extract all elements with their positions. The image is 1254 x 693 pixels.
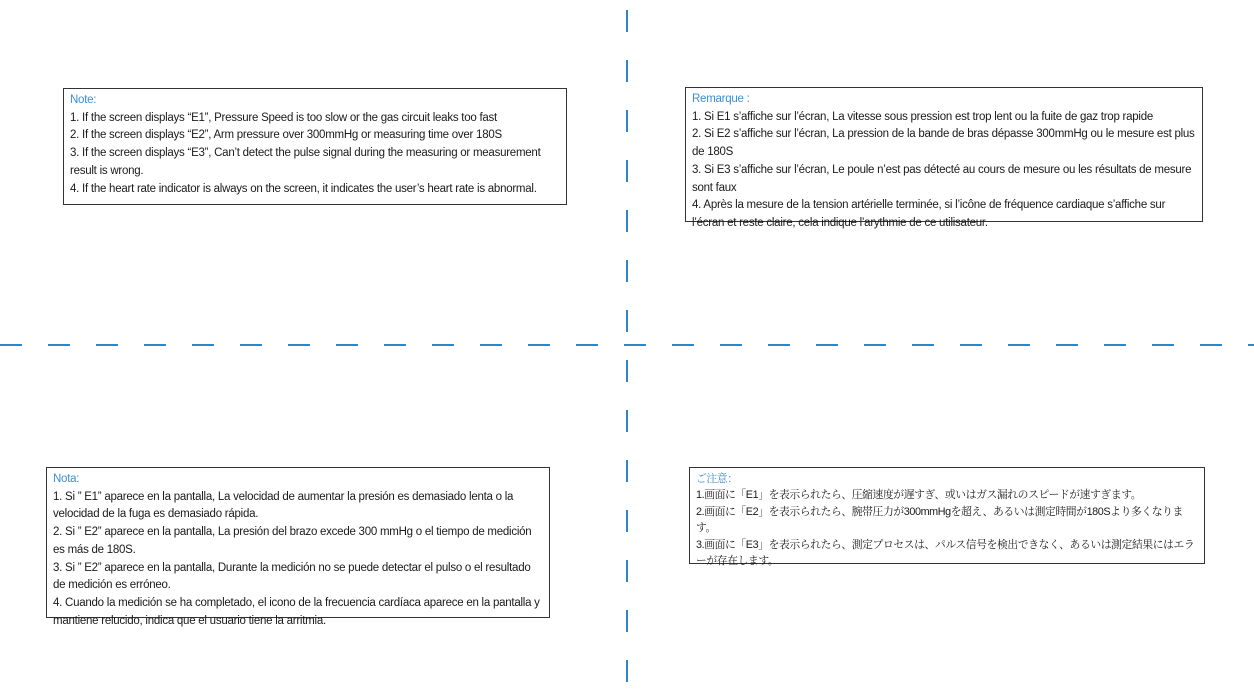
- note-item: 2.画面に「E2」を表示られたら、腕帯圧力が300mmHgを超え、あるいは測定時間が180Sより多くなります。: [696, 505, 1183, 535]
- note-title: Nota:: [53, 473, 80, 485]
- note-item: 1. If the screen displays “E1”, Pressure Speed is too slow or the gas circuit leaks too fast: [70, 111, 497, 124]
- note-item: 4. If the heart rate indicator is always on the screen, it indicates the user’s heart rate is abnormal.: [70, 182, 537, 195]
- note-item: 2. Si ” E2” aparece en la pantalla, La presión del brazo excede 300 mmHg o el tiempo de medición es más de 180S.: [53, 526, 532, 556]
- note-item: 2. If the screen displays “E2”, Arm pressure over 300mmHg or measuring time over 180S: [70, 129, 502, 142]
- note-box-english: [63, 88, 567, 205]
- note-item: 3.画面に「E3」を表示られたら、測定プロセスは、パルス信号を検出できなく、あるいは測定結果にはエラーが存在します。: [696, 538, 1195, 568]
- note-box-french: [685, 87, 1203, 229]
- note-item: 1. Si ” E1” aparece en la pantalla, La velocidad de aumentar la presión es demasiado lenta o la velocidad de la fuga es demasiado rápida.: [53, 490, 514, 521]
- note-item: 3. If the screen displays “E3”, Can’t detect the pulse signal during the measuring or measurement result is wrong.: [70, 147, 541, 177]
- note-item: 4. Après la mesure de la tension artérielle terminée, si l’icône de fréquence cardiaque s’affiche sur l’écran et reste claire, cela indique l’arythmie de ce utilisateur.: [692, 199, 1166, 229]
- note-item: 1.画面に「E1」を表示られたら、圧縮速度が遅すぎ、或いはガス漏れのスピードが速すぎます。: [696, 489, 1142, 502]
- note-item: 3. Si ” E2” aparece en la pantalla, Durante la medición no se puede detectar el pulso o el resultado de medición es erróneo.: [53, 561, 531, 592]
- note-item: 2. Si E2 s’affiche sur l’écran, La pression de la bande de bras dépasse 300mmHg ou le mesure est plus de 180S: [692, 128, 1195, 159]
- note-title: Note:: [70, 94, 97, 106]
- vertical-cut-guide: [626, 0, 628, 693]
- note-title: Remarque :: [692, 93, 750, 105]
- note-item: 3. Si E3 s’affiche sur l’écran, Le poule n’est pas détecté au cours de mesure ou les résultats de mesure sont faux: [692, 163, 1192, 194]
- note-item: 4. Cuando la medición se ha completado, el icono de la frecuencia cardíaca aparece en la pantalla y mantiene relucido, indica que el usuario tiene la arritmia.: [53, 596, 540, 627]
- note-item: 1. Si E1 s’affiche sur l’écran, La vitesse sous pression est trop lent ou la fuite de gaz trop rapide: [692, 110, 1154, 123]
- note-box-japanese: [689, 467, 1205, 568]
- note-box-spanish: [46, 467, 550, 627]
- note-title: ご注意：: [696, 473, 738, 485]
